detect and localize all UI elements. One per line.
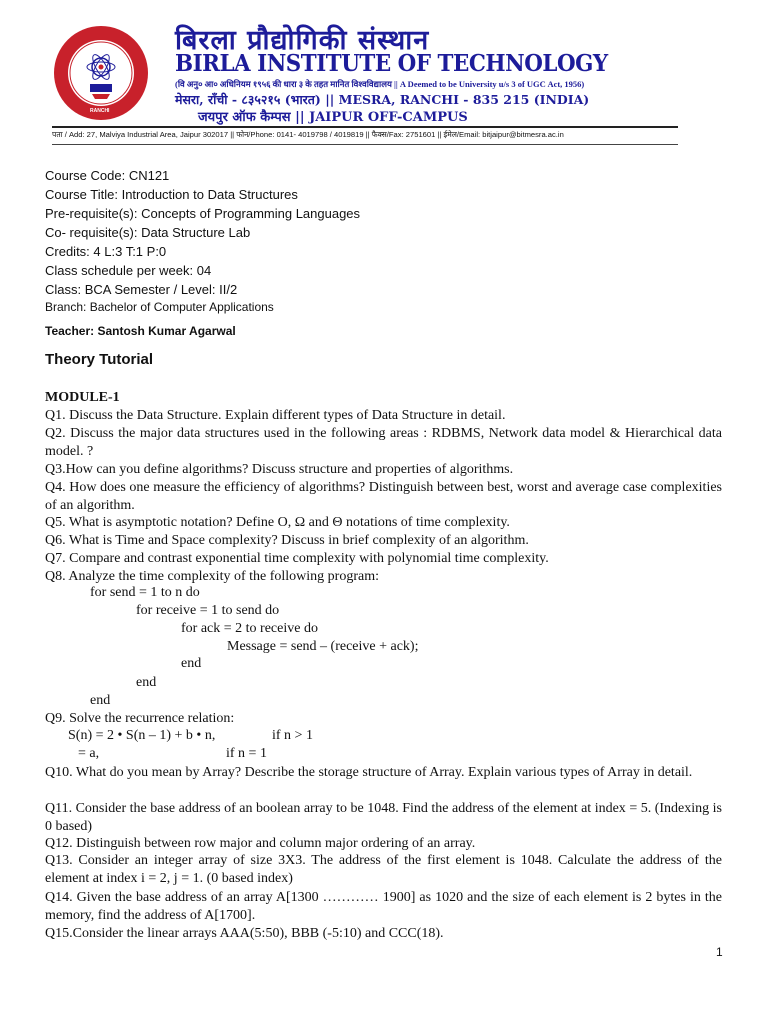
institute-logo <box>52 24 150 122</box>
institute-campus: जयपुर ऑफ कैम्पस || JAIPUR OFF-CAMPUS <box>198 110 468 125</box>
question-15: Q15.Consider the linear arrays AAA(5:50), BBB (-5:10) and CCC(18). <box>45 926 444 941</box>
section-title: Theory Tutorial <box>45 351 154 368</box>
recurrence-cond-2: if n = 1 <box>226 746 267 761</box>
program-line-5: end <box>181 656 202 671</box>
program-line-3: for ack = 2 to receive do <box>181 621 318 636</box>
course-title: Course Title: Introduction to Data Structures <box>45 187 298 202</box>
question-13: Q13. Consider an integer array of size 3X3. The address of the first element is 1048. Calculate the address of the element at index i = 2, j = 1. (0 based index) <box>45 853 722 886</box>
course-schedule: Class schedule per week: 04 <box>45 263 212 278</box>
course-class: Class: BCA Semester / Level: II/2 <box>45 282 238 297</box>
question-3: Q3.How can you define algorithms? Discuss structure and properties of algorithms. <box>45 462 514 477</box>
page-number: 1 <box>716 945 723 959</box>
question-5: Q5. What is asymptotic notation? Define O, Ω and Θ notations of time complexity. <box>45 515 510 530</box>
question-1: Q1. Discuss the Data Structure. Explain different types of Data Structure in detail. <box>45 408 506 423</box>
program-line-7: end <box>90 693 111 708</box>
program-line-2: for receive = 1 to send do <box>136 603 280 618</box>
module-heading: MODULE-1 <box>45 390 120 405</box>
course-prereq: Pre-requisite(s): Concepts of Programming Languages <box>45 206 361 221</box>
program-line-6: end <box>136 675 157 690</box>
address-rule <box>52 144 678 145</box>
question-10: Q10. What do you mean by Array? Describe the storage structure of Array. Explain various types of Array in detail. <box>45 765 693 780</box>
question-2: Q2. Discuss the major data structures used in the following areas : RDBMS, Network data model & Hierarchical data model. ? <box>45 426 722 459</box>
question-8: Q8. Analyze the time complexity of the following program: <box>45 569 379 584</box>
institute-name-english: BIRLA INSTITUTE OF TECHNOLOGY <box>175 50 608 77</box>
question-6: Q6. What is Time and Space complexity? Discuss in brief complexity of an algorithm. <box>45 533 529 548</box>
course-coreq: Co- requisite(s): Data Structure Lab <box>45 225 251 240</box>
institute-name-hindi: बिरला प्रौद्योगिकी संस्थान <box>175 25 430 56</box>
institute-location: मेसरा, राँची - ८३५२१५ (भारत) || MESRA, RANCHI - 835 215 (INDIA) <box>175 92 590 107</box>
program-line-1: for send = 1 to n do <box>90 585 200 600</box>
course-branch: Branch: Bachelor of Computer Applications <box>45 300 274 314</box>
institute-subtitle: (वि अनु० आ० अधिनियम १९५६ की धारा ३ के तहत मानित विश्वविद्यालय || A Deemed to be University u/s 3 of UGC Act, 1956) <box>175 79 585 89</box>
question-12: Q12. Distinguish between row major and column major ordering of an array. <box>45 836 476 851</box>
recurrence-line-2: = a, <box>78 746 100 761</box>
course-teacher: Teacher: Santosh Kumar Agarwal <box>45 324 236 338</box>
course-credits: Credits: 4 L:3 T:1 P:0 <box>45 244 167 259</box>
header-rule <box>52 126 678 128</box>
recurrence-cond-1: if n > 1 <box>272 728 313 743</box>
recurrence-line-1: S(n) = 2 • S(n – 1) + b • n, <box>68 728 216 743</box>
address-line: पता / Add: 27, Malviya Industrial Area, Jaipur 302017 || फोन/Phone: 0141- 4019798 / 4019819 || फैक्स/Fax: 2751601 || ईमेल/Email: bitjaipur@bitmesra.ac.in <box>52 130 564 139</box>
question-11: Q11. Consider the base address of an boolean array to be 1048. Find the address of the element at index = 5. (Indexing is 0 based) <box>45 801 722 834</box>
logo-bottom-text: RANCHI <box>90 108 110 114</box>
course-code: Course Code: CN121 <box>45 168 170 183</box>
program-line-4: Message = send – (receive + ack); <box>227 639 419 654</box>
question-7: Q7. Compare and contrast exponential time complexity with polynomial time complexity. <box>45 551 549 566</box>
question-9: Q9. Solve the recurrence relation: <box>45 711 235 726</box>
question-4: Q4. How does one measure the efficiency of algorithms? Distinguish between best, worst and average case complexities of an algorithm. <box>45 480 722 513</box>
question-14: Q14. Given the base address of an array A[1300 ………… 1900] as 1020 and the size of each element is 2 bytes in the memory, find the address of A[1700]. <box>45 890 722 923</box>
